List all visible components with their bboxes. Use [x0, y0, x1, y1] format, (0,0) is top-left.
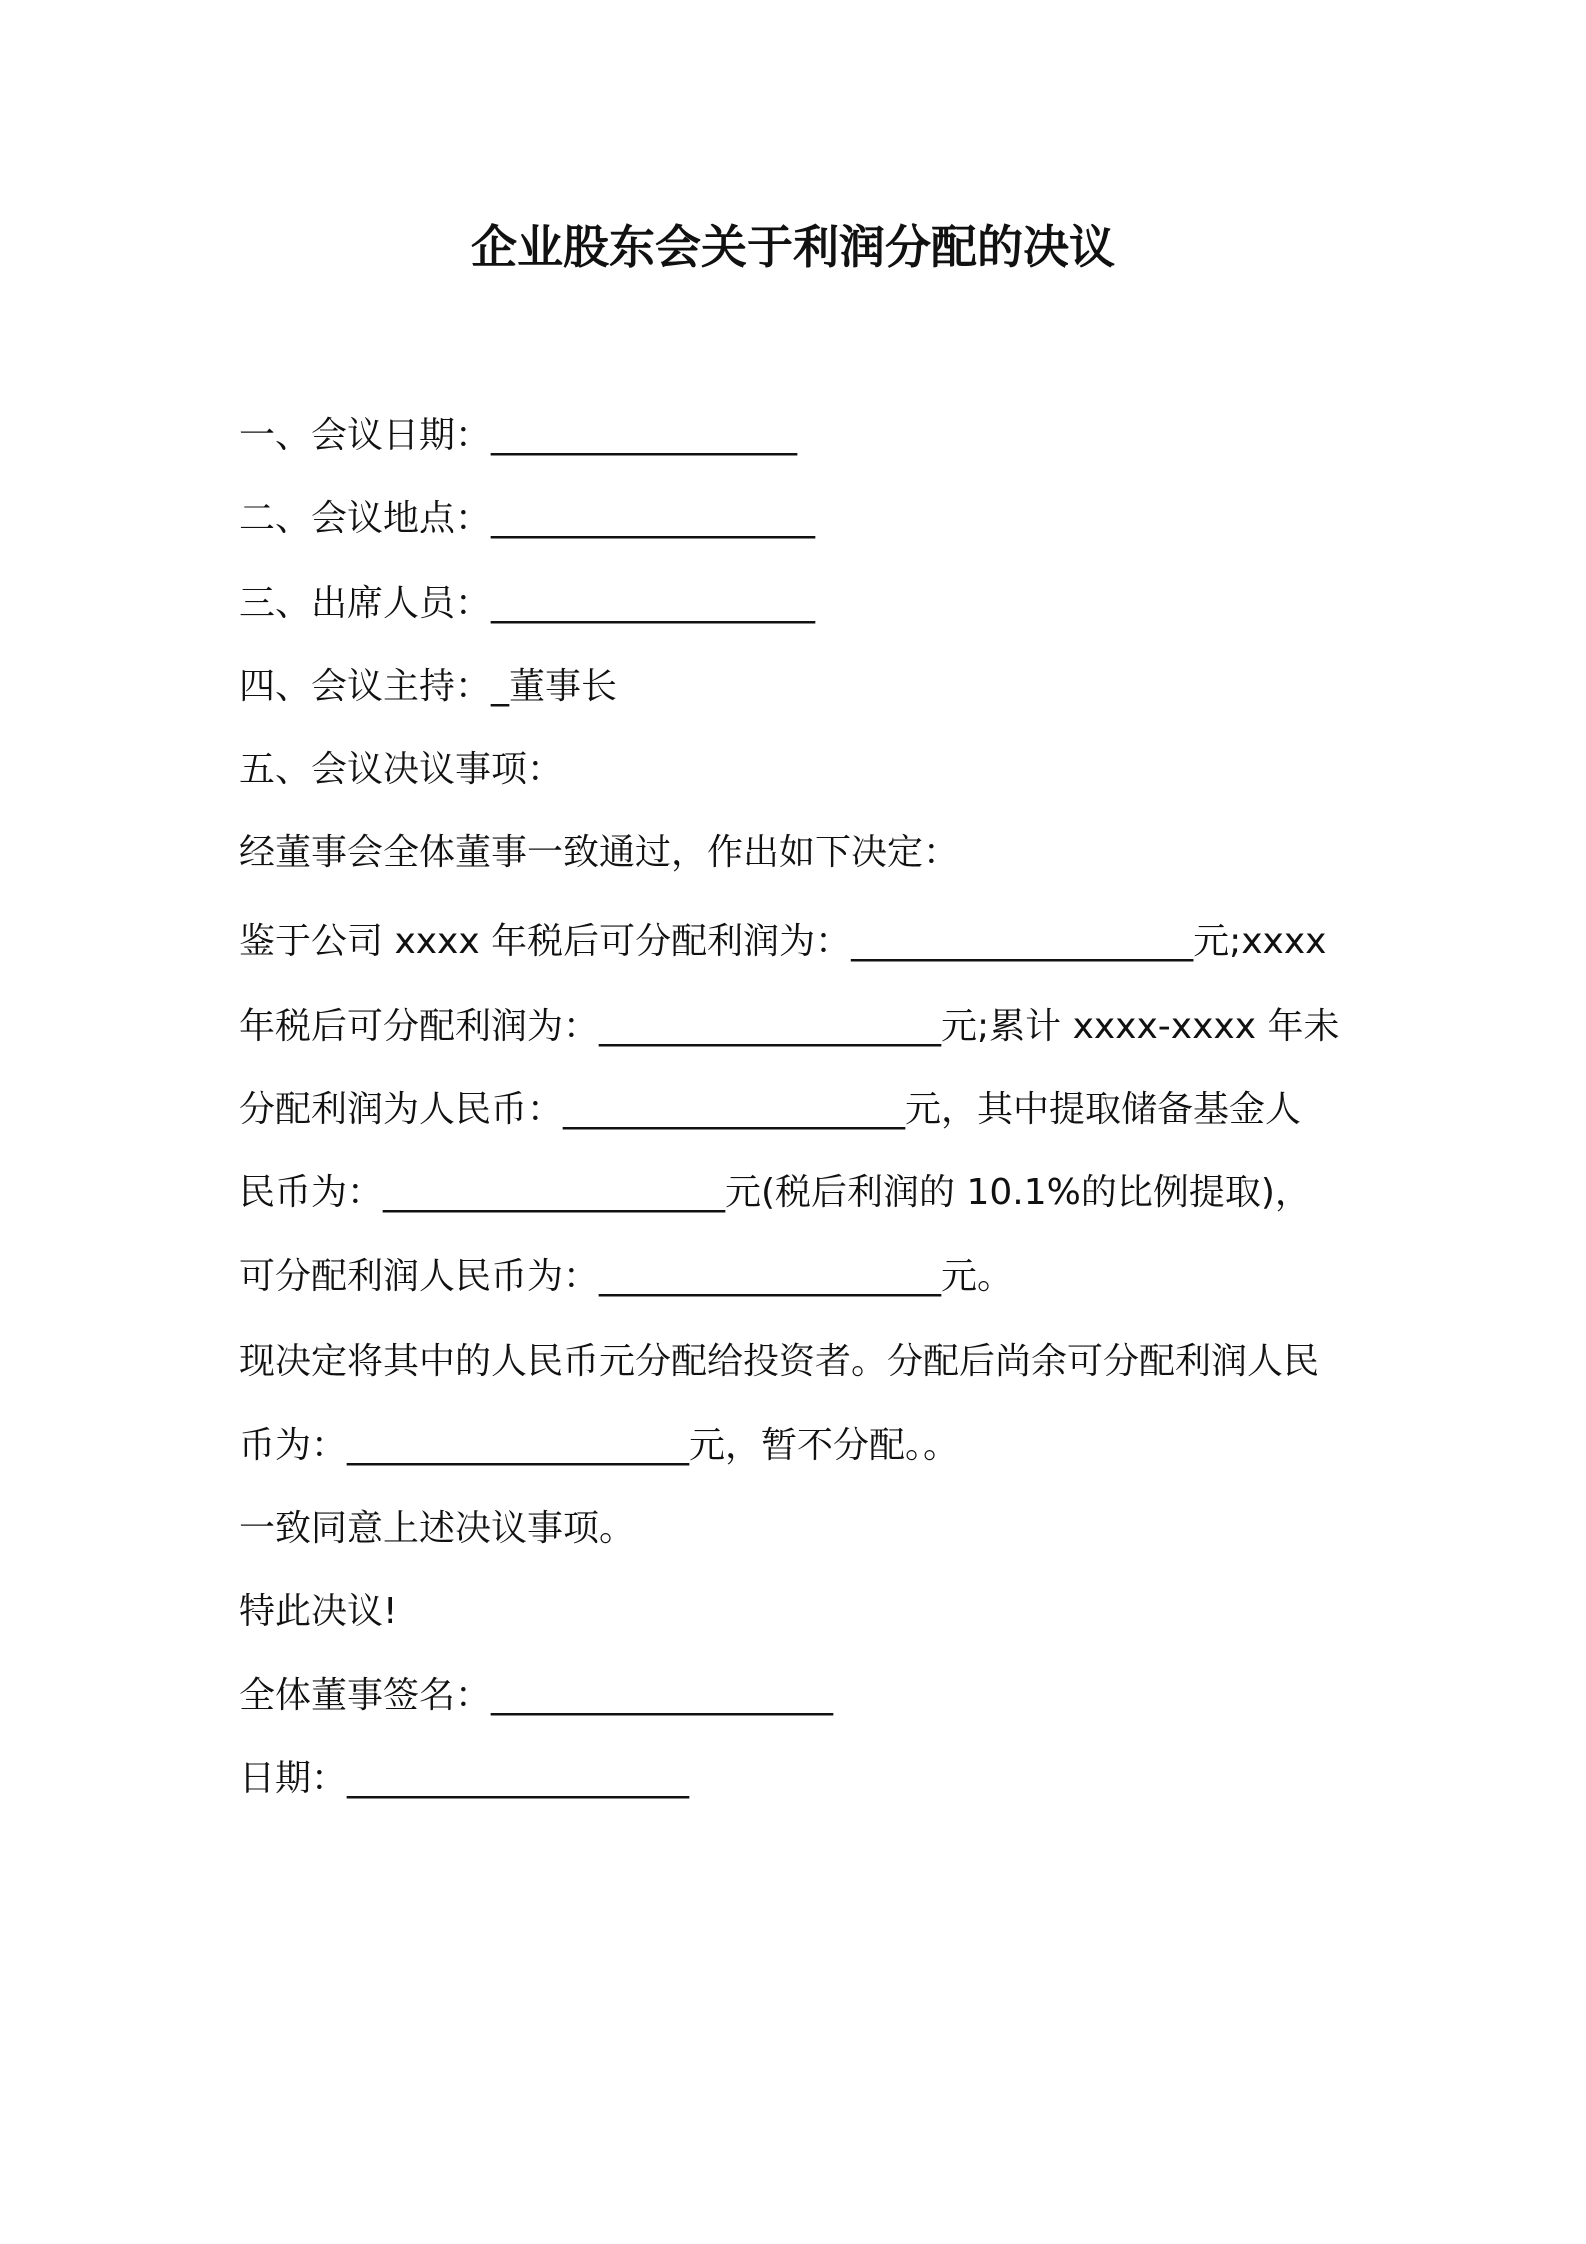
doc-title: 企业股东会关于利润分配的决议: [471, 220, 1115, 274]
paragraph-intro: 经董事会全体董事一致通过，作出如下决定：: [239, 832, 960, 873]
paragraph-profit-line-3: 分配利润为人民币：___________________元，其中提取储备基金人: [239, 1089, 1302, 1130]
date-line: 日期：___________________: [239, 1758, 690, 1799]
item-4-meeting-host: 四、会议主持：_董事长: [239, 666, 618, 707]
paragraph-hereby: 特此决议!: [239, 1591, 398, 1632]
paragraph-profit-line-5: 可分配利润人民币为：___________________元。: [239, 1256, 1014, 1297]
item-5-resolution-matters: 五、会议决议事项：: [239, 749, 564, 790]
item-1-meeting-date: 一、会议日期：_________________: [239, 415, 798, 456]
item-3-attendees: 三、出席人员：__________________: [239, 583, 816, 624]
paragraph-profit-line-2: 年税后可分配利润为：___________________元;累计 xxxx-xxxx 年未: [239, 1006, 1340, 1047]
paragraph-agree: 一致同意上述决议事项。: [239, 1508, 636, 1549]
paragraph-decision-line-2: 币为：___________________元，暂不分配。。: [239, 1425, 960, 1466]
signature-line: 全体董事签名：___________________: [239, 1675, 834, 1716]
paragraph-profit-line-1: 鉴于公司 xxxx 年税后可分配利润为：___________________元;xxxx: [239, 921, 1327, 962]
paragraph-decision-line-1: 现决定将其中的人民币元分配给投资者。分配后尚余可分配利润人民: [239, 1341, 1320, 1382]
paragraph-profit-line-4: 民币为：___________________元(税后利润的 10.1%的比例提取)，: [239, 1172, 1311, 1213]
item-2-meeting-location: 二、会议地点：__________________: [239, 498, 816, 539]
